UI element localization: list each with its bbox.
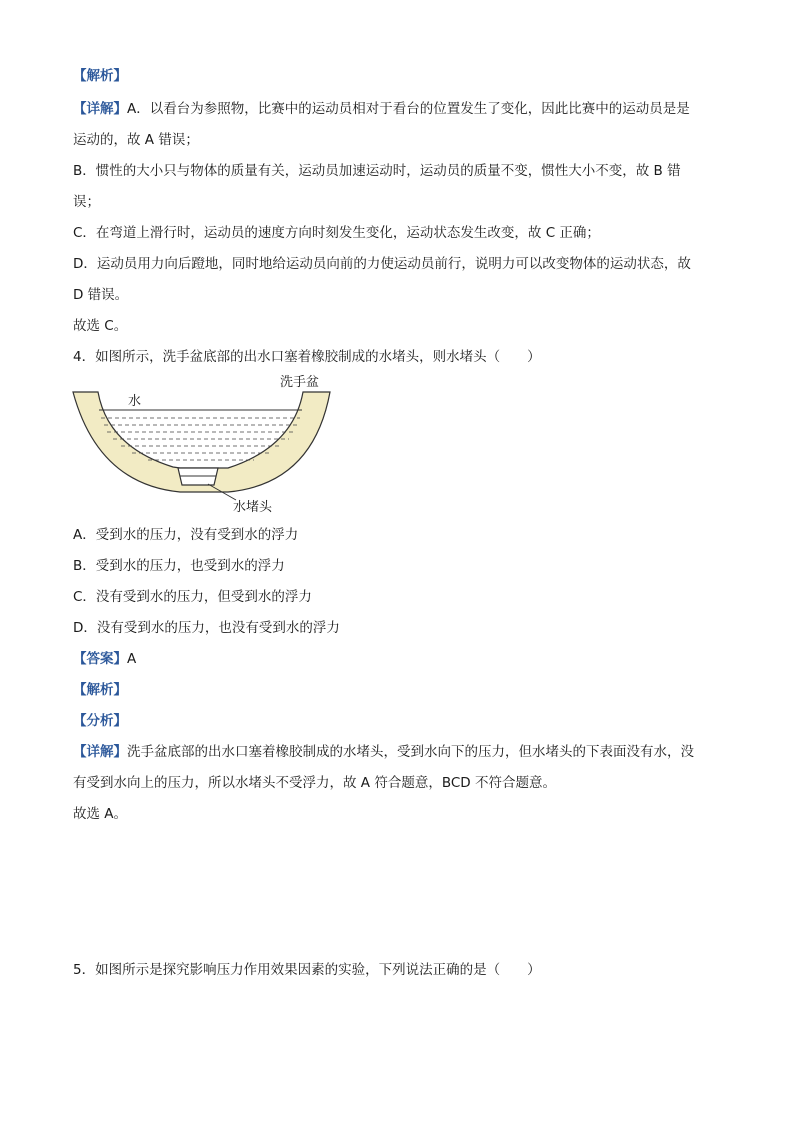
sink-diagram-svg — [68, 372, 358, 522]
detail-line: 有受到水向上的压力，所以水堵头不受浮力，故 A 符合题意，BCD 不符合题意。 — [73, 775, 556, 791]
analysis-heading: 【解析】 — [73, 68, 127, 84]
detail-line — [73, 99, 690, 119]
detail-line: 运动的，故 A 错误； — [73, 132, 199, 148]
detail-line — [73, 742, 694, 762]
analysis-heading: 【解析】 — [73, 682, 127, 698]
question-stem: 5．如图所示是探究影响压力作用效果因素的实验，下列说法正确的是（ ） — [73, 962, 541, 978]
basin-label: 洗手盆 — [280, 375, 320, 390]
analysis-subheading: 【分析】 — [73, 713, 127, 729]
detail-line: D 错误。 — [73, 287, 129, 303]
answer-value: A — [127, 651, 137, 667]
option-c: C．没有受到水的压力，但受到水的浮力 — [73, 589, 312, 605]
option-d: D．没有受到水的压力，也没有受到水的浮力 — [73, 620, 340, 636]
water-label: 水 — [128, 394, 142, 409]
detail-line: B．惯性的大小只与物体的质量有关，运动员加速运动时，运动员的质量不变，惯性大小不变，故 B 错 — [73, 163, 681, 179]
detail-text: 洗手盆底部的出水口塞着橡胶制成的水堵头，受到水向下的压力，但水堵头的下表面没有水，没 — [127, 744, 694, 760]
option-a: A．受到水的压力，没有受到水的浮力 — [73, 527, 299, 543]
conclusion: 故选 C。 — [73, 318, 128, 334]
question-stem: 4．如图所示，洗手盆底部的出水口塞着橡胶制成的水堵头，则水堵头（ ） — [73, 349, 541, 365]
detail-line: D．运动员用力向后蹬地，同时地给运动员向前的力使运动员前行，说明力可以改变物体的运动状态，故 — [73, 256, 691, 272]
detail-line: 误； — [73, 194, 100, 210]
detail-tag: 【详解】 — [73, 101, 127, 117]
option-b: B．受到水的压力，也受到水的浮力 — [73, 558, 285, 574]
answer-line — [73, 649, 136, 669]
detail-tag: 【详解】 — [73, 744, 127, 760]
sink-diagram — [68, 372, 358, 522]
detail-line: C．在弯道上滑行时，运动员的速度方向时刻发生变化，运动状态发生改变，故 C 正确； — [73, 225, 600, 241]
answer-tag: 【答案】 — [73, 651, 127, 667]
plug-label: 水堵头 — [233, 500, 273, 515]
conclusion: 故选 A。 — [73, 806, 128, 822]
detail-text: A．以看台为参照物，比赛中的运动员相对于看台的位置发生了变化，因此比赛中的运动员是是 — [127, 101, 690, 117]
